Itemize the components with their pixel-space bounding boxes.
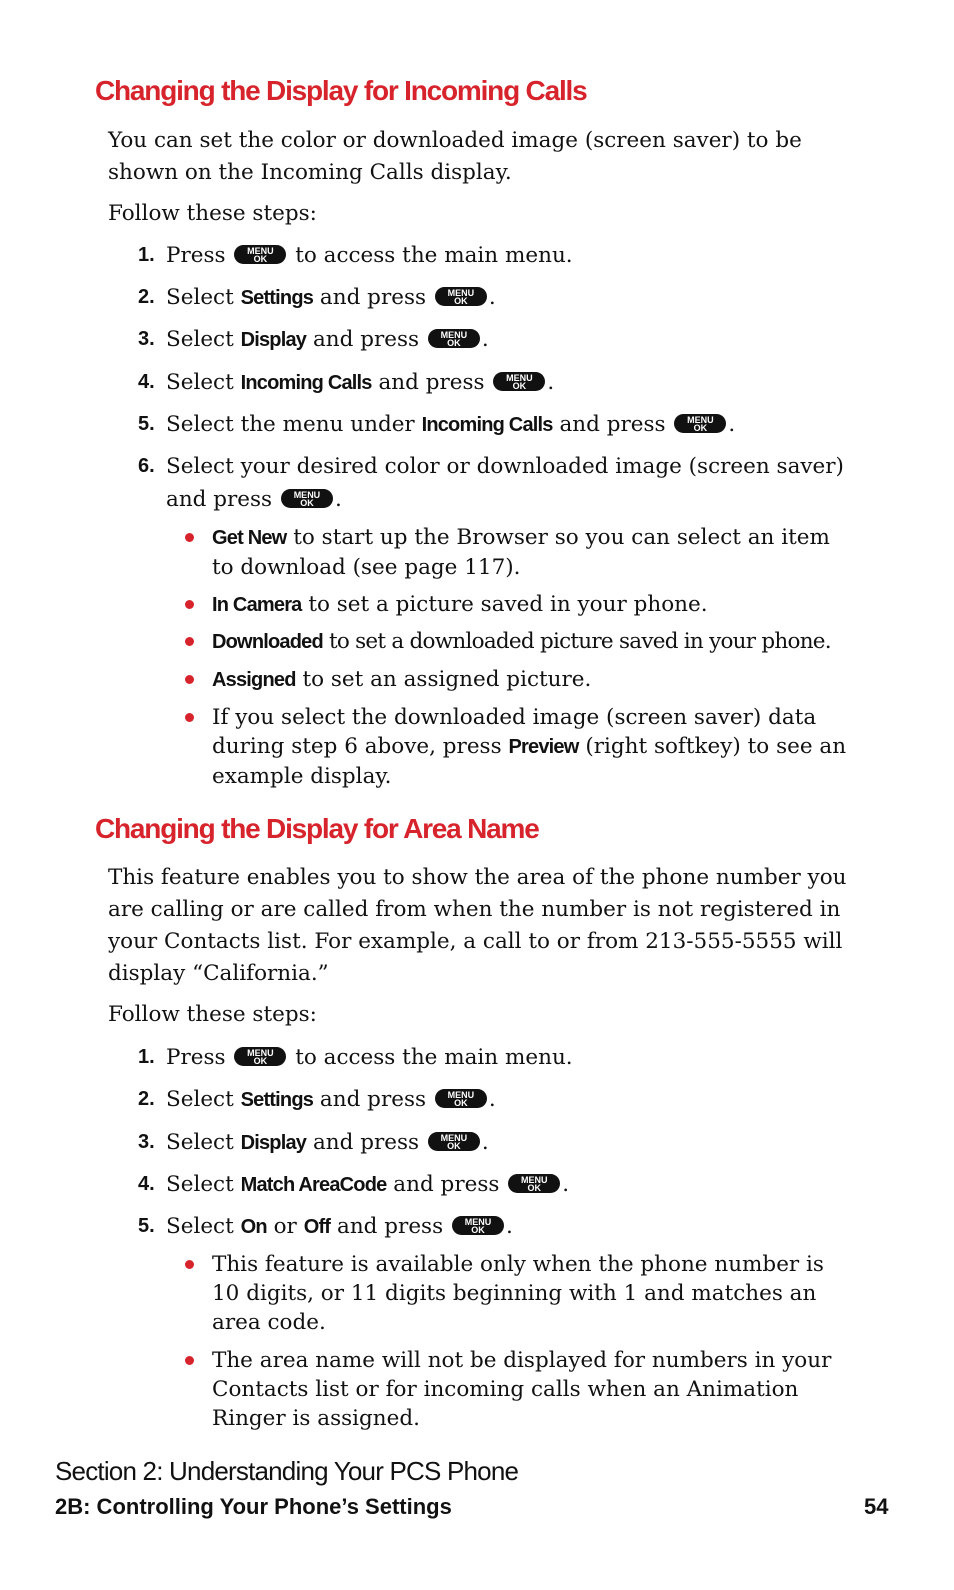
menu-keyword: Display [240, 329, 307, 351]
section2-bullet-availability: This feature is available only when the phone number is 10 digits, or 11 digits beginning with 1 and matches an area code. [185, 1250, 855, 1337]
section1-step-2: 2. Select Settings and press MENU OK . [138, 281, 868, 315]
step-number: 3. [138, 1131, 155, 1153]
section2-heading: Changing the Display for Area Name [95, 813, 539, 844]
menu-ok-key-icon: MENU OK [452, 1216, 504, 1235]
footer-section-title: Section 2: Understanding Your PCS Phone [55, 1456, 519, 1486]
section2-step-2: 2. Select Settings and press MENU OK . [138, 1083, 868, 1117]
menu-keyword: Settings [240, 1089, 314, 1111]
step-number: 2. [138, 1088, 155, 1110]
section1-intro: You can set the color or downloaded image (screen saver) to be shown on the Incoming Calls display. [108, 128, 802, 185]
step-number: 1. [138, 1046, 155, 1068]
menu-ok-key-icon: MENU OK [435, 287, 487, 306]
bullet-dot-icon [185, 637, 194, 646]
step-number: 5. [138, 1215, 155, 1237]
bullet-dot-icon [185, 533, 194, 542]
step-number: 4. [138, 1173, 155, 1195]
step-number: 5. [138, 413, 155, 435]
section2-step-5: 5. Select On or Off and press MENU OK . [138, 1210, 868, 1244]
section1-bullet-get-new: Get New to start up the Browser so you can select an item to download (see page 117). [185, 523, 855, 582]
menu-ok-key-icon: MENU OK [508, 1174, 560, 1193]
menu-ok-key-icon: MENU OK [428, 1132, 480, 1151]
section2-bullet-not-displayed: The area name will not be displayed for numbers in your Contacts list or for incoming calls when an Animation Ringer is assigned. [185, 1346, 855, 1433]
menu-ok-key-icon: MENU OK [493, 372, 545, 391]
step-number: 2. [138, 286, 155, 308]
menu-keyword: Downloaded [212, 631, 323, 653]
menu-ok-key-icon: MENU OK [234, 245, 286, 264]
section1-bullet-assigned: Assigned to set an assigned picture. [185, 665, 855, 695]
step-number: 1. [138, 244, 155, 266]
section1-bullet-downloaded: Downloaded to set a downloaded picture saved in your phone. [185, 627, 855, 657]
menu-keyword: In Camera [212, 594, 302, 616]
section2-step-4: 4. Select Match AreaCode and press MENU OK . [138, 1168, 868, 1202]
section1-heading: Changing the Display for Incoming Calls [95, 75, 587, 106]
menu-ok-key-icon: MENU OK [281, 489, 333, 508]
section2-step-1: 1. Press MENU OK to access the main menu. [138, 1041, 868, 1074]
section1-step-5: 5. Select the menu under Incoming Calls and press MENU OK . [138, 408, 868, 442]
menu-keyword: Settings [240, 287, 314, 309]
menu-ok-key-icon: MENU OK [234, 1047, 286, 1066]
bullet-dot-icon [185, 713, 194, 722]
bullet-dot-icon [185, 1260, 194, 1269]
section2-intro: This feature enables you to show the area of the phone number you are calling or are called from when the number is not registered in your Contacts list. For example, a call to or from 213-555-5555 will display “California.” [108, 865, 847, 986]
section2-follow-label: Follow these steps: [108, 1002, 317, 1027]
menu-keyword: On [240, 1216, 267, 1238]
step-number: 6. [138, 455, 155, 477]
footer-chapter-title: 2B: Controlling Your Phone’s Settings [55, 1494, 452, 1519]
bullet-dot-icon [185, 1356, 194, 1365]
menu-keyword: Preview [508, 736, 579, 758]
page-number: 54 [864, 1494, 889, 1519]
section1-bullet-in-camera: In Camera to set a picture saved in your phone. [185, 590, 855, 620]
menu-keyword: Assigned [212, 669, 296, 691]
menu-ok-key-icon: MENU OK [435, 1089, 487, 1108]
section1-step-6: 6. Select your desired color or downloaded image (screen saver) and press MENU OK . [138, 450, 868, 516]
section1-bullet-preview: If you select the downloaded image (screen saver) data during step 6 above, press Preview (right softkey) to see an example display. [185, 703, 855, 791]
menu-keyword: Display [240, 1132, 307, 1154]
menu-keyword: Get New [212, 527, 287, 549]
bullet-dot-icon [185, 675, 194, 684]
section1-step-1: 1. Press MENU OK to access the main menu. [138, 239, 868, 272]
menu-keyword: Incoming Calls [421, 414, 553, 436]
section2-step-3: 3. Select Display and press MENU OK . [138, 1126, 868, 1160]
menu-keyword: Match AreaCode [240, 1174, 387, 1196]
step-number: 4. [138, 371, 155, 393]
bullet-dot-icon [185, 600, 194, 609]
section1-follow-label: Follow these steps: [108, 201, 317, 226]
menu-ok-key-icon: MENU OK [428, 329, 480, 348]
section1-step-3: 3. Select Display and press MENU OK . [138, 323, 868, 357]
section1-step-4: 4. Select Incoming Calls and press MENU OK . [138, 366, 868, 400]
menu-ok-key-icon: MENU OK [674, 414, 726, 433]
step-number: 3. [138, 328, 155, 350]
menu-keyword: Off [303, 1216, 331, 1238]
menu-keyword: Incoming Calls [240, 372, 372, 394]
